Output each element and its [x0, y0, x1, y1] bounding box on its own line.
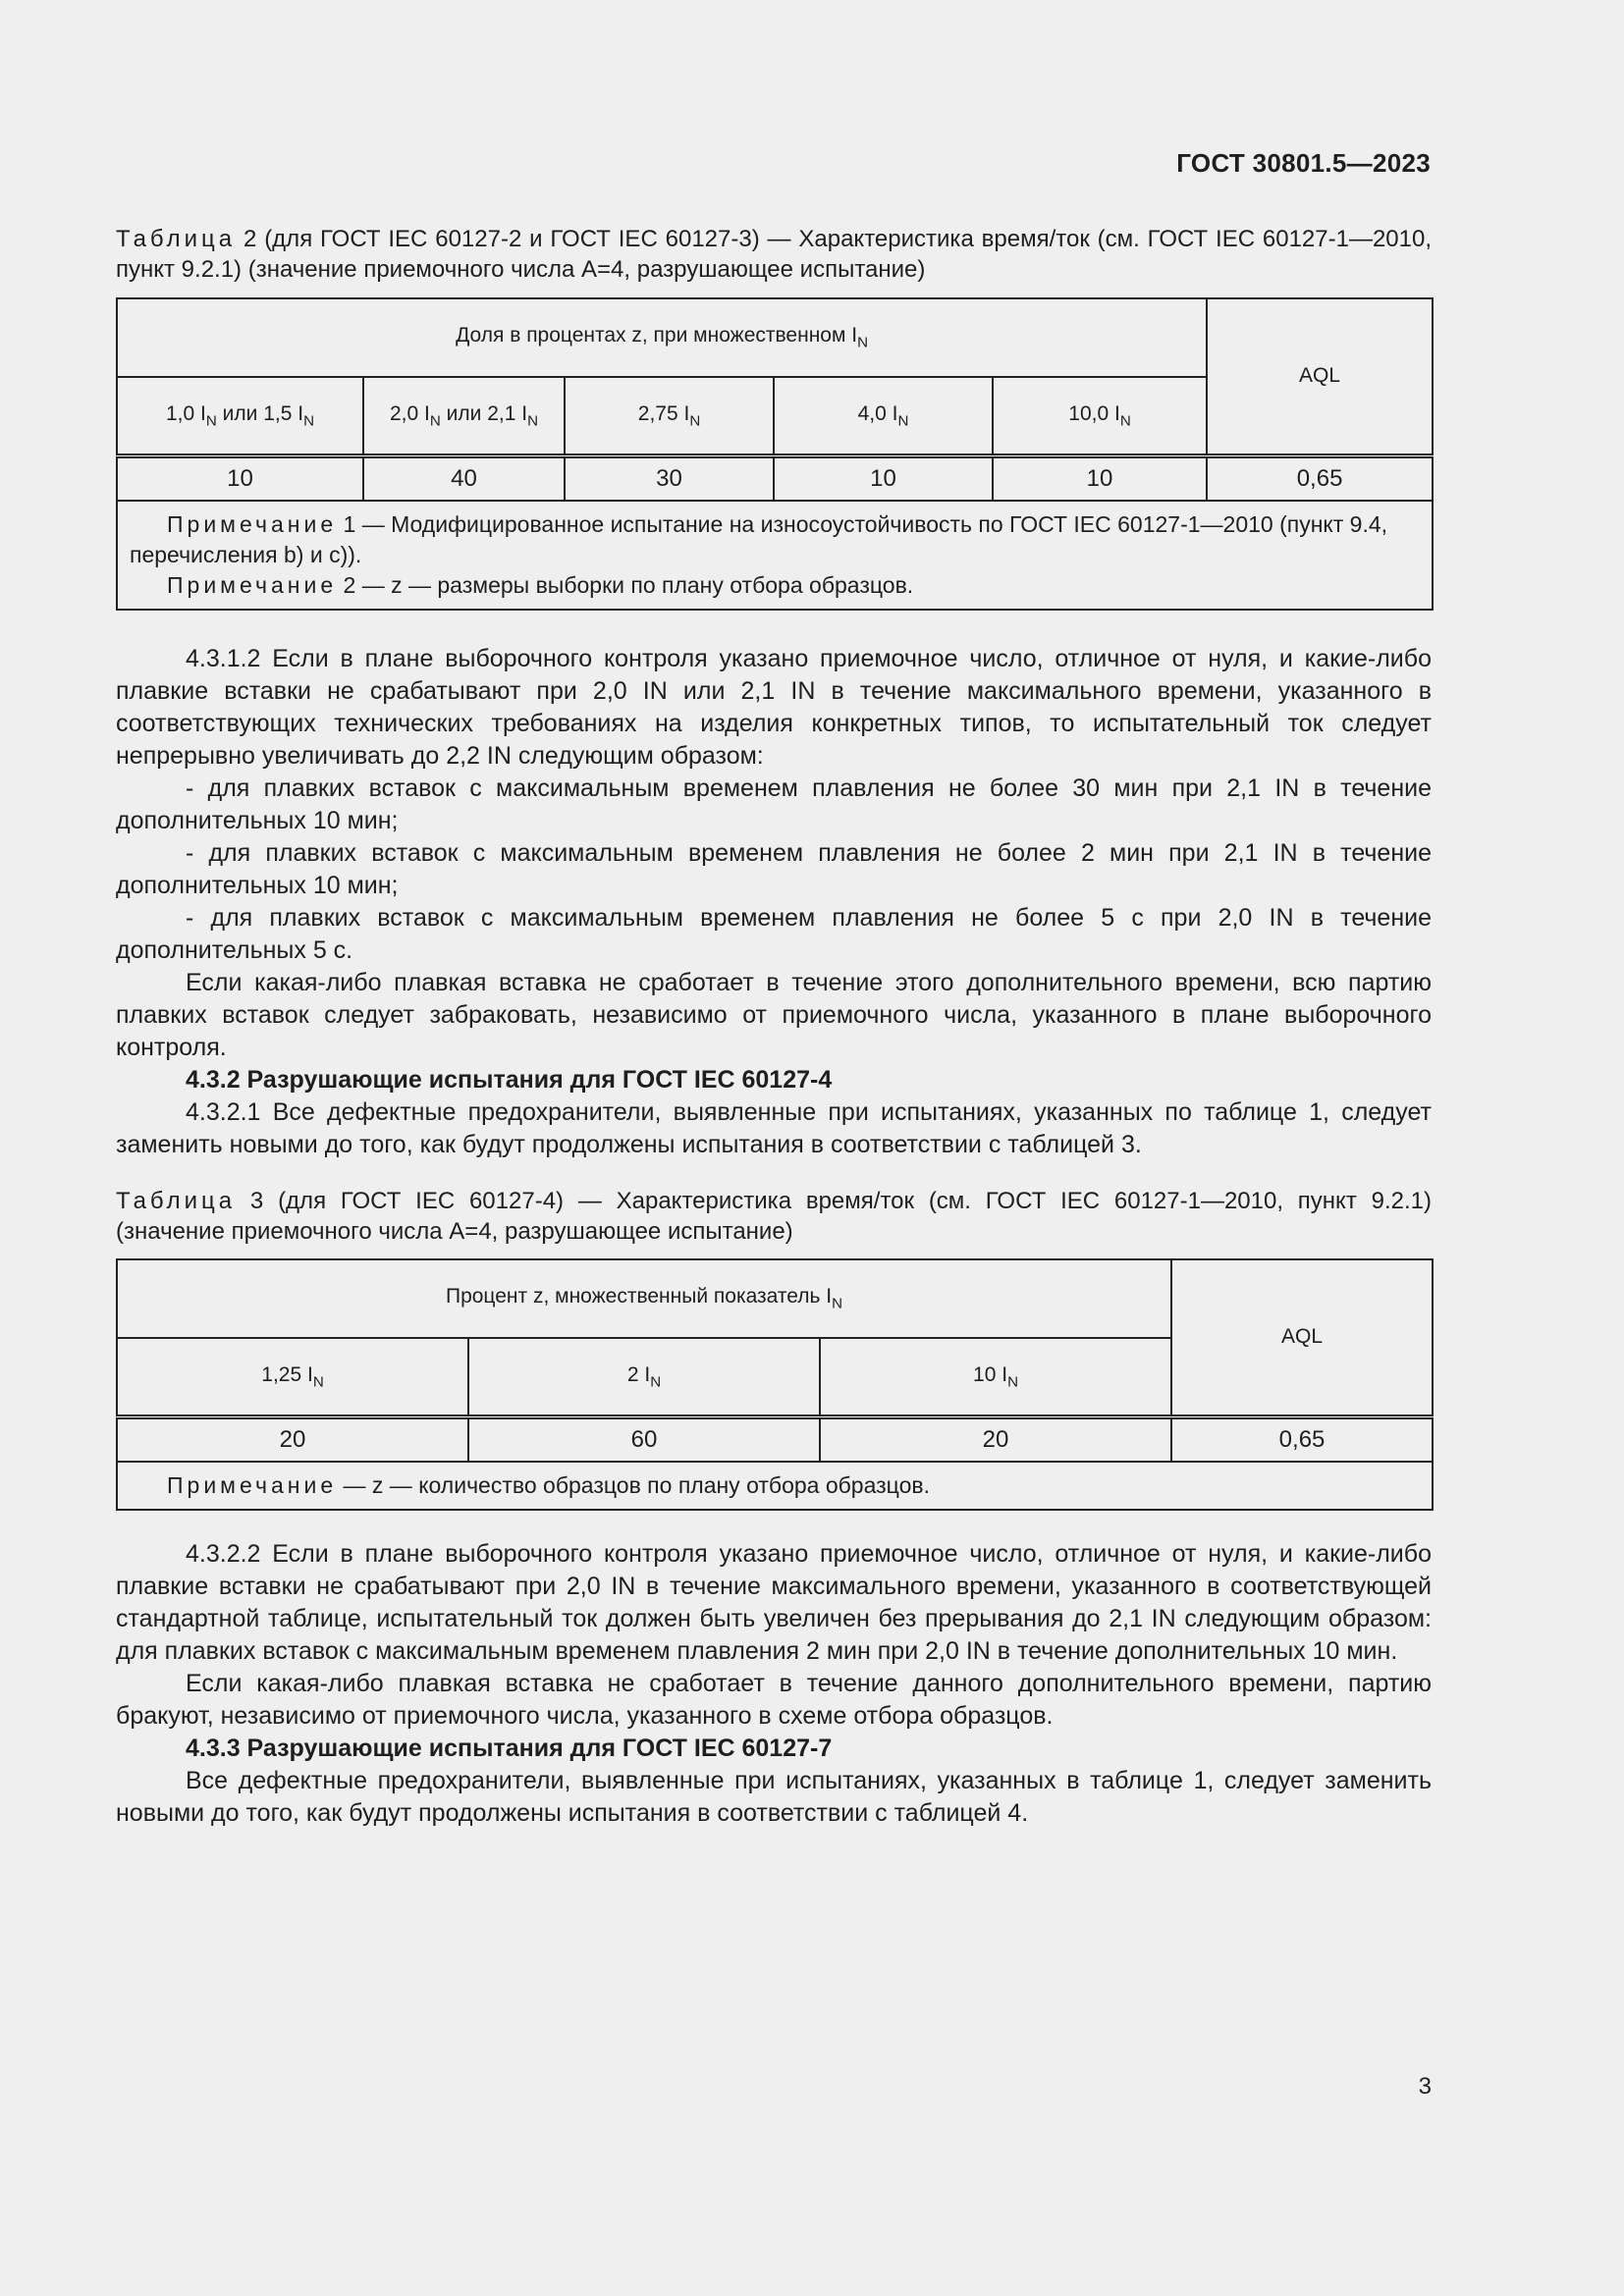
- table3-value: 20: [117, 1416, 468, 1462]
- table2-value: 40: [363, 455, 565, 501]
- table3-subheader-1: 1,25 $I_N$: [117, 1338, 468, 1416]
- table2-caption: [116, 224, 1432, 285]
- paragraph: Если какая-либо плавкая вставка не сработает в течение данного дополнительного времени, партию бракуют, независимо от приемочного числа, указанного в схеме отбора образцов.: [116, 1670, 1432, 1730]
- table3-notes-row: [117, 1462, 1433, 1510]
- table2-value-row: [117, 455, 1433, 501]
- table2-header-aql: AQL: [1207, 298, 1433, 455]
- paragraph: Если какая-либо плавкая вставка не сработает в течение этого дополнительного времени, всю партию плавких вставок следует забраковать, независимо от приемочного числа, указанного в плане выборочного контроля.: [116, 969, 1432, 1061]
- paragraph-4321: 4.3.2.1 Все дефектные предохранители, выявленные при испытаниях, указанных по таблице 1, следует заменить новыми до того, как будут продолжены испытания в соответствии с таблицей 3.: [116, 1098, 1432, 1158]
- table3: [116, 1258, 1434, 1511]
- table2-value: 10: [993, 455, 1207, 501]
- table2-subheader-5: 10,0 $I_N$: [993, 377, 1207, 455]
- section-4322: [116, 1538, 1432, 1830]
- table2-header-row: [117, 298, 1433, 377]
- table2-subheader-3: 2,75 $I_N$: [565, 377, 774, 455]
- paragraph-4312: 4.3.1.2 Если в плане выборочного контроля указано приемочное число, отличное от нуля, и какие-либо плавкие вставки не срабатывают при 2,0 IN или 2,1 IN в течение максимального времени, указанного в соответствующих технических требованиях на изделия конкретных типов, то испытательный ток следует непрерывно увеличивать до 2,2 IN следующим образом:: [116, 645, 1432, 770]
- list-item: - для плавких вставок с максимальным временем плавления не более 2 мин при 2,1 IN в течение дополнительных 10 мин;: [116, 839, 1432, 899]
- table3-note: Примечание — z — количество образцов по плану отбора образцов.: [117, 1462, 1433, 1510]
- table2-notes: [117, 501, 1433, 610]
- table2-notes-row: [117, 501, 1433, 610]
- table3-header-main: Процент z, множественный показатель $I_N$: [117, 1259, 1171, 1338]
- table3-value-row: [117, 1416, 1433, 1462]
- heading-432: 4.3.2 Разрушающие испытания для ГОСТ IEC 60127-4: [186, 1066, 833, 1094]
- table2-header-main: Доля в процентах z, при множественном $I_N$: [117, 298, 1207, 377]
- table2-caption-text: (для ГОСТ IEC 60127-2 и ГОСТ IEC 60127-3) — Характеристика время/ток (см. ГОСТ IEC 60127-1—2010, пункт 9.2.1) (значение приемочного числа A=4, разрушающее испытание): [116, 226, 1433, 283]
- table2-value: 10: [117, 455, 363, 501]
- table3-caption-num: 3: [249, 1188, 264, 1214]
- table2-value: 10: [774, 455, 993, 501]
- table3-header-aql: AQL: [1171, 1259, 1433, 1416]
- table3-subheader-2: 2 $I_N$: [468, 1338, 820, 1416]
- table2-value-aql: 0,65: [1207, 455, 1433, 501]
- table2-caption-num: 2: [243, 226, 257, 252]
- table3-value: 60: [468, 1416, 820, 1462]
- table3-subheader-3: 10 $I_N$: [820, 1338, 1171, 1416]
- page-number: 3: [1418, 2073, 1432, 2100]
- table3-caption-text: (для ГОСТ IEC 60127-4) — Характеристика время/ток (см. ГОСТ IEC 60127-1—2010, пункт 9.2.1) (значение приемочного числа A=4, разрушающее испытание): [116, 1188, 1432, 1245]
- table3-value: 20: [820, 1416, 1171, 1462]
- table2-caption-label: Таблица: [116, 226, 237, 252]
- table2-subheader-4: 4,0 $I_N$: [774, 377, 993, 455]
- table2: [116, 297, 1434, 611]
- table3-caption: [116, 1186, 1432, 1247]
- list-item: - для плавких вставок с максимальным временем плавления не более 30 мин при 2,1 IN в течение дополнительных 10 мин;: [116, 774, 1432, 834]
- paragraph-4322: 4.3.2.2 Если в плане выборочного контроля указано приемочное число, отличное от нуля, и какие-либо плавкие вставки не срабатывают при 2,0 IN в течение максимального времени, указанного в соответствующей стандартной таблице, испытательный ток должен быть увеличен без прерывания до 2,1 IN следующим образом: для плавких вставок с максимальным временем плавления 2 мин при 2,0 IN в течение дополнительных 10 мин.: [116, 1540, 1432, 1665]
- list-item: - для плавких вставок с максимальным временем плавления не более 5 с при 2,0 IN в течение дополнительных 5 с.: [116, 904, 1432, 964]
- table2-value: 30: [565, 455, 774, 501]
- table2-note-1: Примечание 1 — Модифицированное испытание на износоустойчивость по ГОСТ IEC 60127-1—2010 (пункт 9.4, перечисления b) и c)).: [130, 511, 1388, 567]
- standard-header: ГОСТ 30801.5—2023: [1176, 148, 1431, 178]
- section-4312: [116, 643, 1432, 1161]
- table2-subheader-1: 1,0 $I_N$ или 1,5 $I_N$: [117, 377, 363, 455]
- heading-433: 4.3.3 Разрушающие испытания для ГОСТ IEC 60127-7: [186, 1735, 833, 1762]
- table2-subheader-2: 2,0 $I_N$ или 2,1 $I_N$: [363, 377, 565, 455]
- table3-header-row: [117, 1259, 1433, 1338]
- table2-note-2: Примечание 2 — z — размеры выборки по плану отбора образцов.: [167, 572, 914, 598]
- paragraph-433: Все дефектные предохранители, выявленные при испытаниях, указанных в таблице 1, следует заменить новыми до того, как будут продолжены испытания в соответствии с таблицей 4.: [116, 1767, 1432, 1827]
- table3-caption-label: Таблица: [116, 1188, 237, 1214]
- table3-value-aql: 0,65: [1171, 1416, 1433, 1462]
